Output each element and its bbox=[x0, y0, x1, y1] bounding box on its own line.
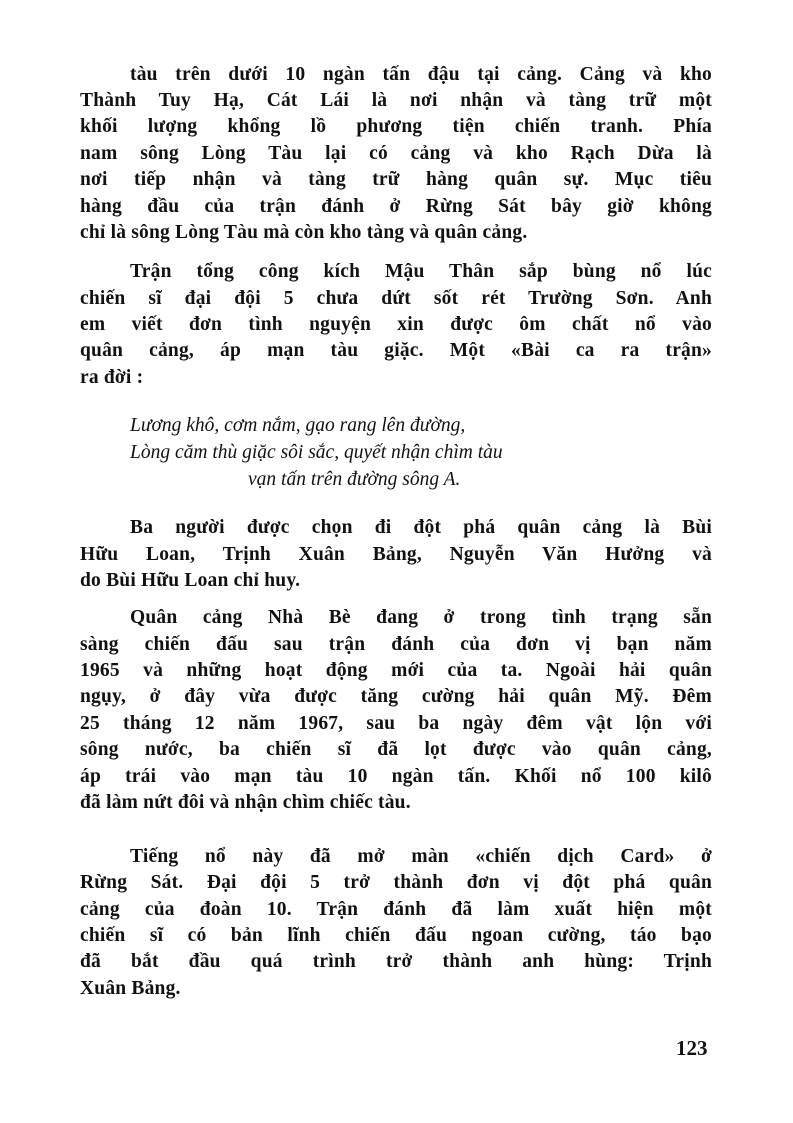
verse-line: Lương khô, cơm nắm, gạo rang lên đường, bbox=[130, 415, 466, 436]
paragraph-line: em viết đơn tình nguyện xin được ôm chất nổ vào bbox=[80, 314, 712, 335]
paragraph-line: cảng của đoàn 10. Trận đánh đã làm xuất hiện một bbox=[80, 899, 712, 920]
paragraph-line: chiến sĩ đại đội 5 chưa dứt sốt rét Trường Sơn. Anh bbox=[80, 288, 712, 309]
paragraph-line: hàng đầu của trận đánh ở Rừng Sát bây giờ không bbox=[80, 196, 712, 217]
paragraph-line: nơi tiếp nhận và tàng trữ hàng quân sự. Mục tiêu bbox=[80, 169, 712, 190]
page-number: 123 bbox=[676, 1036, 708, 1060]
paragraph-line: đã làm nứt đôi và nhận chìm chiếc tàu. bbox=[80, 792, 411, 813]
paragraph-line: khối lượng khổng lồ phương tiện chiến tranh. Phía bbox=[80, 116, 712, 137]
paragraph-line: Rừng Sát. Đại đội 5 trở thành đơn vị đột phá quân bbox=[80, 872, 712, 893]
paragraph-line: nam sông Lòng Tàu lại có cảng và kho Rạch Dừa là bbox=[80, 143, 712, 164]
paragraph-line: Ba người được chọn đi đột phá quân cảng là Bùi bbox=[130, 517, 712, 538]
paragraph-line: Hữu Loan, Trịnh Xuân Bảng, Nguyễn Văn Hưởng và bbox=[80, 544, 712, 565]
paragraph-line: Xuân Bảng. bbox=[80, 978, 181, 999]
verse-line: vạn tấn trên đường sông A. bbox=[248, 469, 461, 490]
paragraph-line: quân cảng, áp mạn tàu giặc. Một «Bài ca ra trận» bbox=[80, 340, 712, 361]
paragraph-line: 25 tháng 12 năm 1967, sau ba ngày đêm vật lộn với bbox=[80, 713, 712, 734]
paragraph-line: 1965 và những hoạt động mới của ta. Ngoài hải quân bbox=[80, 660, 712, 681]
paragraph-line: ra đời : bbox=[80, 367, 144, 388]
paragraph-line: đã bắt đầu quá trình trở thành anh hùng: Trịnh bbox=[80, 951, 712, 972]
paragraph-line: Quân cảng Nhà Bè đang ở trong tình trạng sẵn bbox=[130, 607, 712, 628]
paragraph-line: chỉ là sông Lòng Tàu mà còn kho tàng và quân cảng. bbox=[80, 222, 528, 243]
paragraph-line: tàu trên dưới 10 ngàn tấn đậu tại cảng. Cảng và kho bbox=[130, 64, 712, 85]
paragraph-line: sàng chiến đấu sau trận đánh của đơn vị bạn năm bbox=[80, 634, 712, 655]
paragraph-line: áp trái vào mạn tàu 10 ngàn tấn. Khối nổ 100 kilô bbox=[80, 766, 712, 787]
verse-line: Lòng căm thù giặc sôi sắc, quyết nhận chìm tàu bbox=[130, 442, 503, 463]
paragraph-line: Tiếng nổ này đã mở màn «chiến dịch Card» ở bbox=[130, 846, 712, 867]
paragraph-line: ngụy, ở đây vừa được tăng cường hải quân Mỹ. Đêm bbox=[80, 686, 712, 707]
paragraph-line: Thành Tuy Hạ, Cát Lái là nơi nhận và tàng trữ một bbox=[80, 90, 712, 111]
paragraph-line: do Bùi Hữu Loan chỉ huy. bbox=[80, 570, 301, 591]
paragraph-line: sông nước, ba chiến sĩ đã lọt được vào quân cảng, bbox=[80, 739, 712, 760]
paragraph-line: Trận tổng công kích Mậu Thân sắp bùng nổ lúc bbox=[130, 261, 712, 282]
paragraph-line: chiến sĩ có bản lĩnh chiến đấu ngoan cường, táo bạo bbox=[80, 925, 712, 946]
